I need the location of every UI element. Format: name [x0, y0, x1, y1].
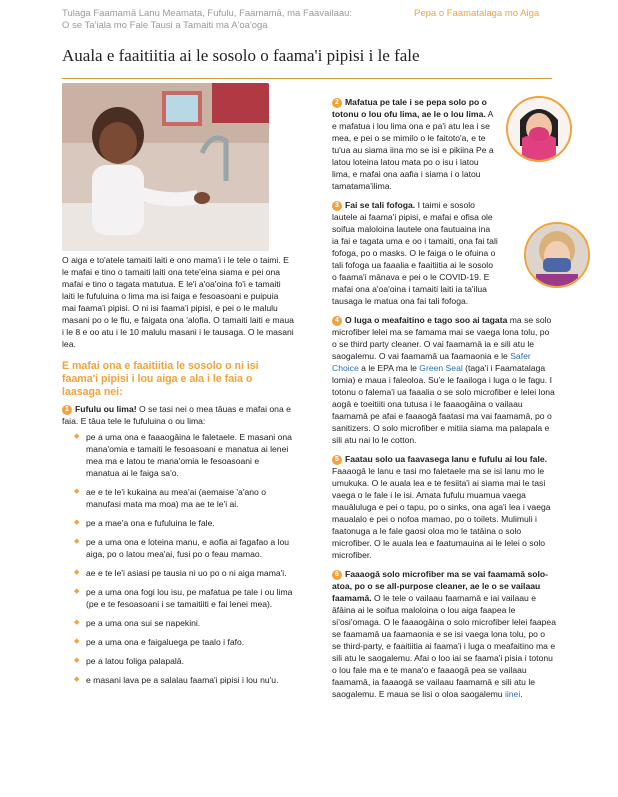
- step-6-heading: Faaaogā solo microfiber ma se vai faamamā solo-atoa, po o se all-purpose cleaner, ae le o se vailaau faamamā.: [332, 569, 548, 603]
- list-item: ◆ ae e te le'i asiasi pe tausia ni uo po o ni aiga mama'i.: [74, 567, 294, 579]
- step-4-text: (taga'i i Faamatalaga lomia) e maua i faleoloa. Su'e le faailoga i luga o le fagu. I totonu o falema'i ua faaalia o se solo microfiber e lelei lona aogā e toeitiiti ona tutusa i le faaaogāina o vailaau faamamā pe afai e faaaogā faatasi ma vai faamamā, po o sanitizers. O solo microfiber e mitiia siama ma palapala e sili atu nai lo le cotton.: [332, 363, 555, 445]
- step-4: [332, 314, 556, 446]
- right-column: [332, 96, 556, 707]
- section-subheading: E mafai ona e faaitiitia le sosolo o ni isi faama'i pipisi i lou aiga e ala i le faia o laasaga nei:: [62, 360, 259, 398]
- step-3: [332, 199, 498, 307]
- title-divider: [62, 78, 552, 79]
- step-6-text: .: [520, 689, 523, 699]
- list-item: ◆ pe a latou foliga palapalā.: [74, 655, 294, 667]
- step-5: [332, 453, 556, 561]
- list-item: ◆ pe a uma ona e faaaogāina le faletaele. E masani ona mana'omia e tamaiti le fesoasoani e manatua ai lenei mea ma e latou te mana'omia le fesoasoani e manatua ai le faiga sa'o.: [74, 431, 294, 479]
- step-number-badge: 1: [62, 405, 72, 415]
- list-item: ◆ ae e te le'i kukaina au mea'ai (aemaise 'a'ano o manufasi mata ma moa) ma ae te le'i ai.: [74, 486, 294, 510]
- list-item: ◆ pe a uma ona sui se napekini.: [74, 617, 294, 629]
- intro-paragraph: O aiga e to'atele tamaiti laiti e ono mama'i i le tele o taimi. E le mafai e tino o tamaiti laiti ona tete'eina siama e pei ona mafai e tino o tagata matutua. E le'i a'oa'oina fo'i e tamaiti laiti le fufuluina o lima ma isi faiga e fesoasoani e puipuia mai faama'i pipisi. O ni isi faama'i pipisi, e pei o le malulu masani po o le flu, e faigata ona 'alofia. O tamaiti laiti e maua i le 8 e oo atu i le 10 malulu masani i le tausaga. O le masani lea.: [62, 255, 294, 349]
- handwashing-list: [62, 431, 294, 686]
- step-4-heading: O luga o meafaitino e tago soo ai tagata: [345, 315, 508, 325]
- step-2-heading: Mafatua pe tale i se pepa solo po o totonu o lou ofu lima, ae le o lou lima.: [332, 97, 487, 119]
- step-2-text: A e mafatua i lou lima ona e pa'i atu lea i se mea, e pei o se mimilo o le faitoto'a, e te tu'ua au siama iina mo se isi e pikiina Pe a latou loteina latou mata po o isu i latou lima, e mafai ona aafia i siama i o latou tamatama'ilima.: [332, 109, 494, 191]
- header-brand: Pepa o Faamatalaga mo Aiga: [414, 8, 540, 19]
- step-2: [332, 96, 498, 192]
- safer-choice-link[interactable]: Safer Choice: [332, 351, 531, 373]
- step-1-heading: Fufulu ou lima!: [75, 404, 137, 414]
- step-1: [62, 403, 294, 427]
- step-number-badge: 6: [332, 570, 342, 580]
- step-4-text: ma se solo microfiber lelei ma se famama mai se vaega lona tolu, po o se third party cleaner. O vai faamamā ia e sili atu le saogalemu. O vai faamamā ua faamaonia e le: [332, 315, 552, 361]
- step-number-badge: 3: [332, 201, 342, 211]
- page-title: Auala e faaitiitia ai le sosolo o faama'i pipisi i le fale: [62, 46, 420, 65]
- step-5-text: Faaaogā le lanu e tasi mo faletaele ma se isi lanu mo le umukuka. O le auala lea e te fesiita'i ai siama mai le tasi vaega o le fale i le isi. Amata fufulu muamua vaega mauāluluga e pei o tapu, po o sinks, ona aga'i lea i vaega maualalo e pei o nofoa mamao, po o toilets. Mulimuli i faatonuga a le fale gaosi oloa mo le tatāina o solo microfiber. O le auala lea e faatumauina ai le lelei o solo microfiber.: [332, 466, 551, 560]
- step-number-badge: 2: [332, 98, 342, 108]
- list-item: ◆ pe a uma ona fogi lou isu, pe mafatua pe tale i ou lima (pe e te fesoasoani i se tamaitiiti e fai lenei mea).: [74, 586, 294, 610]
- header-subtitle-line1: Tulaga Faamamā Lanu Meamata, Fufulu, Faamamā, ma Faavailaau:: [62, 8, 353, 19]
- list-item: ◆ pe a uma ona e faigaluega pe taalo i fafo.: [74, 636, 294, 648]
- green-seal-link[interactable]: Green Seal: [419, 363, 463, 373]
- step-5-heading: Faatau solo ua faavasega lanu e fufulu ai lou fale.: [345, 454, 548, 464]
- header-subtitle: [62, 8, 392, 32]
- safer-products-list-link[interactable]: iinei: [504, 689, 521, 699]
- step-number-badge: 5: [332, 455, 342, 465]
- step-6: [332, 568, 556, 700]
- step-6-text: O le tele o vailaau faamamā e iai vailaau e āfāina ai le soifua maloloina o lou aiga faapea le si'osi'omaga. O le faaaogāina o solo microfiber lelei faapea se faamamā ua faamaonia e se isi vaega lona tolu, po o se third-party, e faaitiitia ai faama'i i luga o meafaitino ma e sili atu le saogalemu. Afai o loo iai se faama'i pisia i totonu o lou fale ma e te mana'o e faaaogā pea se vailaau faamamā, ia faaaogā se vailaau faamamā e sili atu le saogalemu. E maua se lisi o oloa saogalemu: [332, 593, 556, 699]
- step-3-heading: Fai se tali fofoga.: [345, 200, 416, 210]
- list-item: ◆ e masani lava pe a salalau faama'i pipisi i lou nu'u.: [74, 674, 294, 686]
- child-washing-hands-photo: [62, 83, 269, 251]
- header-subtitle-line2: O se Ta'iala mo Fale Tausi a Tamaiti ma A'oa'oga: [62, 20, 268, 31]
- left-column: [62, 254, 294, 693]
- step-4-text: a le EPA ma le: [358, 363, 420, 373]
- list-item: ◆ pe a uma ona e loteina manu, e aofia ai fagafao a lou aiga, po o latou mea'ai, fusi po o feau mamao.: [74, 536, 294, 560]
- step-3-text: I taimi e sosolo lautele ai faama'i pipisi, e mafai e ofisa ole soifua maloloina lautele ona fautuaina ina ia fai e tagata uma e oo i tamaiti, ona fai tali fofoga, po o masks. O le faiga o le ofuina o tali fofoga ua faaalia e faaitiitia ai le sosolo o faama'i mānava e pei o le COVID-19. E mafai ona a'oa'oina i tamaiti laiti ia ta'ilua tausaga le matua ona fai tali fofoga.: [332, 200, 498, 306]
- list-item: ◆ pe a mae'a ona e fufuluina le fale.: [74, 517, 294, 529]
- step-number-badge: 4: [332, 316, 342, 326]
- step-1-text: O se tasi nei o mea tāuas e mafai ona e faia. E tāua tele le fufuluina o ou lima:: [62, 404, 291, 426]
